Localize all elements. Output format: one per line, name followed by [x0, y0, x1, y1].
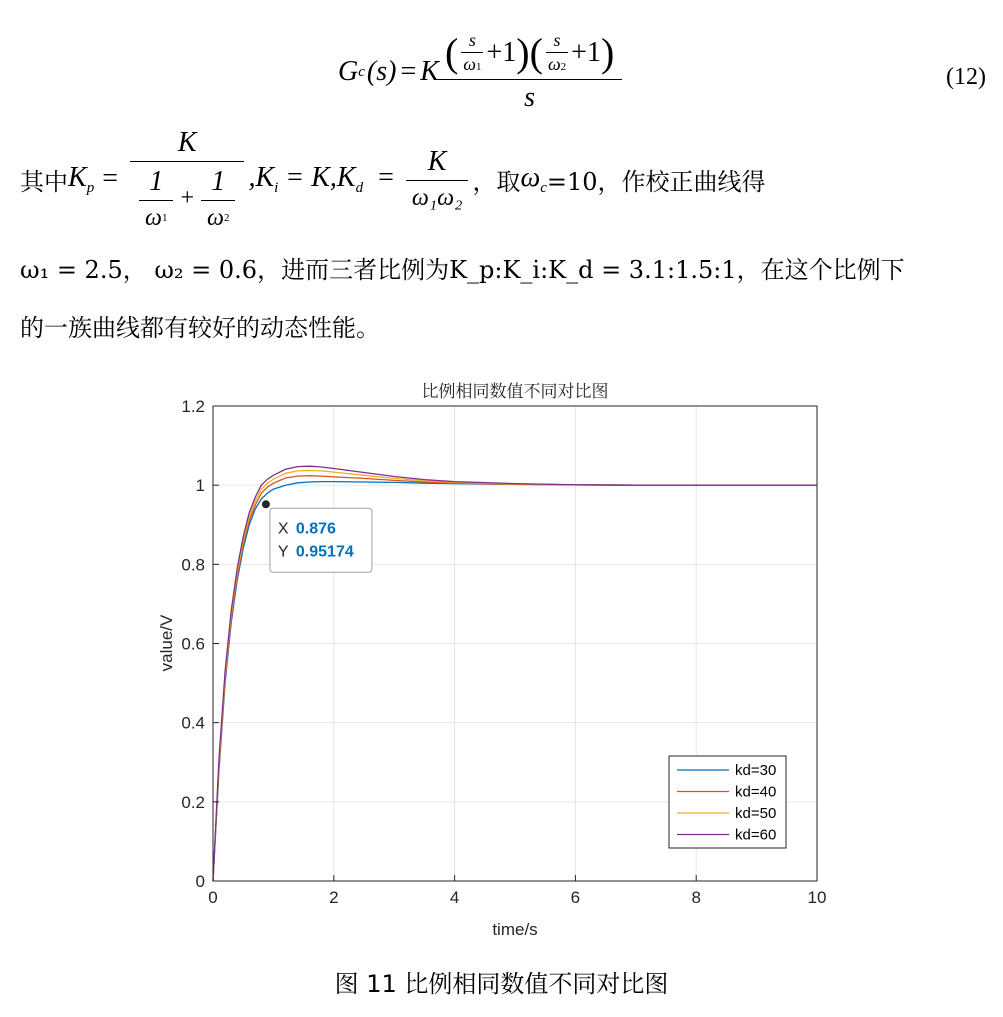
eq-plus-one-1: +1 — [486, 36, 517, 68]
x-tick-label: 6 — [570, 888, 581, 907]
math-Kp-fraction: K 1 ω 1 + 1 ω 2 — [130, 127, 244, 232]
eq-numerator: ( $\frac{s}{\omega 1}$ +1 ) ( $\frac{s}{\omega 2}$ +1 ) — [444, 29, 615, 75]
datatip[interactable] — [262, 500, 372, 572]
datatip-marker[interactable] — [262, 500, 270, 508]
eq-K: K — [420, 56, 439, 87]
x-tick-label: 0 — [208, 888, 218, 907]
eq-G-arg: (s) — [366, 56, 397, 87]
datatip-y-value: 0.95174 — [295, 543, 354, 561]
datatip-x-value: 0.876 — [295, 520, 336, 538]
line-chart — [0, 370, 1003, 950]
text-take: ，取 — [472, 167, 521, 196]
text-prefix: 其中 — [20, 167, 68, 196]
math-omega-c: $\omega_c$ — [520, 161, 547, 196]
eq-main-fraction — [441, 30, 618, 114]
y-tick-label: 1 — [195, 476, 205, 496]
y-tick-label: 0.4 — [181, 713, 205, 733]
x-axis-label: time/s — [492, 920, 538, 939]
datatip-x-label: X — [277, 520, 289, 538]
x-tick-label: 2 — [329, 888, 339, 907]
eq-G-sub: c — [358, 63, 365, 80]
figure-11 — [0, 370, 1003, 950]
eq-denominator: s — [437, 79, 622, 114]
y-tick-label: 0.2 — [181, 792, 205, 812]
equation-12 — [0, 22, 1003, 112]
eq-G: G — [338, 56, 359, 87]
math-Kp: $K_p$ — [68, 161, 95, 196]
math-Kd-fraction: $\frac{K}{\text{ω₁ω₂}}$ — [406, 146, 469, 212]
eq-plus-one-2: +1 — [571, 36, 601, 68]
math-Kd: $K_d$ = — [336, 161, 394, 196]
paragraph-line-1 — [20, 126, 766, 231]
datatip-y-label: Y — [277, 543, 289, 561]
y-tick-label: 1.2 — [181, 397, 205, 416]
x-tick-label: 8 — [691, 888, 701, 907]
legend[interactable] — [669, 756, 786, 848]
y-tick-label: 0 — [195, 872, 205, 891]
figure-caption: 图 11 比例相同数值不同对比图 — [334, 970, 669, 998]
equation-body — [338, 29, 620, 113]
legend-label: kd=50 — [735, 805, 777, 822]
y-tick-label: 0.6 — [181, 634, 205, 654]
eq-s-over-w2: $\frac{s}{\omega 2}$ — [547, 30, 567, 74]
chart-title: 比例相同数值不同对比图 — [421, 382, 609, 402]
eq-s-over-w1: $\frac{s}{\omega 1}$ — [463, 30, 482, 74]
y-tick-label: 0.8 — [181, 555, 205, 575]
text-omega-c-value: =10，作校正曲线得 — [546, 167, 766, 196]
eq-equals: = — [400, 56, 417, 87]
x-tick-label: 4 — [449, 888, 460, 907]
math-Ki: $,K_i = K$, — [248, 161, 337, 196]
paragraph-line-2: ω₁ = 2.5， ω₂ = 0.6，进而三者比例为K_p:K_i:K_d = 3.1:1.5:1，在这个比例下 — [20, 256, 905, 284]
y-axis-label: value/V — [157, 614, 176, 672]
legend-label: kd=30 — [735, 762, 777, 779]
datatip-box — [270, 508, 372, 572]
legend-label: kd=40 — [735, 783, 777, 801]
x-tick-label: 10 — [807, 888, 827, 907]
legend-label: kd=60 — [735, 826, 777, 844]
math-eq: = — [102, 163, 118, 194]
equation-number: (12) — [946, 64, 986, 90]
paragraph-line-3: 的一族曲线都有较好的动态性能。 — [20, 314, 380, 342]
